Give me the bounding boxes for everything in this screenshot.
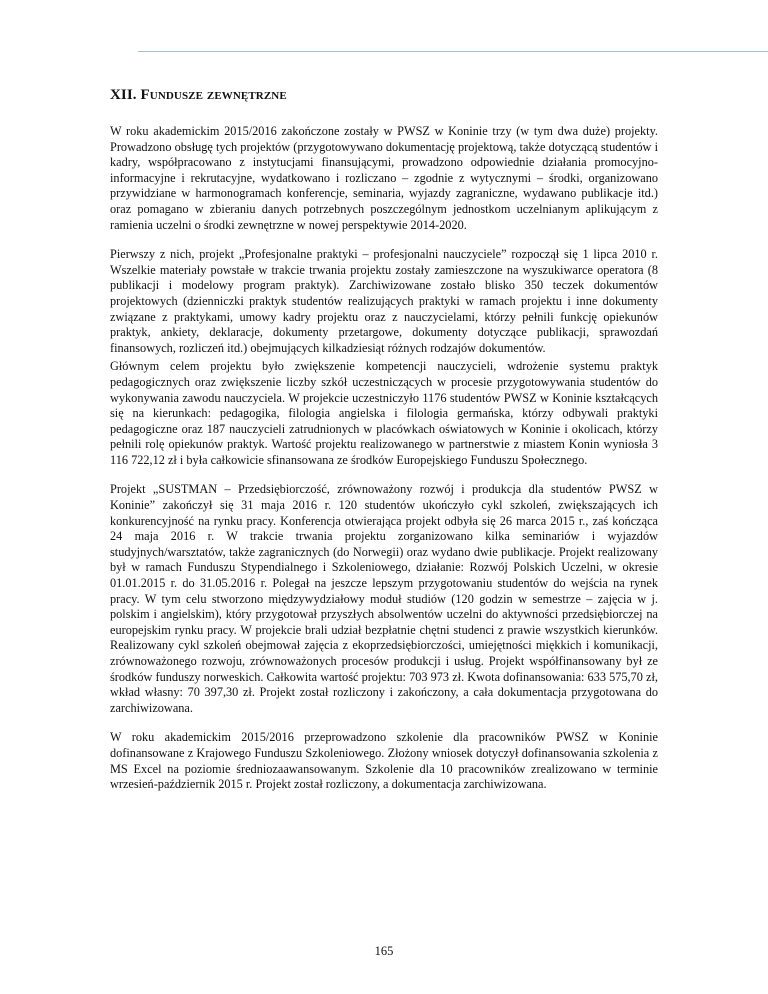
paragraph: W roku akademickim 2015/2016 przeprowadzono szkolenie dla pracowników PWSZ w Koninie dofinansowane z Krajowego Funduszu Szkoleniowego. Złożony wniosek dotyczył dofinansowania szkolenia z MS Excel na poziomie średniozaawansowanym. Szkolenie dla 10 pracowników zrealizowano w terminie wrzesień-październik 2015 r. Projekt został rozliczony, a dokumentacja zarchiwizowana. xyxy=(110,730,658,792)
page-number: 165 xyxy=(374,944,394,958)
section-heading xyxy=(110,87,287,104)
paragraph: Głównym celem projektu było zwiększenie kompetencji nauczycieli, wdrożenie systemu praktyk pedagogicznych oraz zwiększenie liczby szkół uczestniczących w procesie przygotowywania studentów do wykonywania zawodu nauczyciela. W projekcie uczestniczyło 1176 studentów PWSZ w Koninie kształcących się na kierunkach: pedagogika, filologia angielska i filologia germańska, którzy odbywali praktyki pedagogiczne oraz 187 nauczycieli zatrudnionych w placówkach oświatowych w Koninie i okolicach, którzy pełnili rolę opiekunów praktyk. Wartość projektu realizowanego w partnerstwie z miastem Konin wyniosła 3 116 722,12 zł i była całkowicie sfinansowana ze środków Europejskiego Funduszu Społecznego. xyxy=(110,359,658,467)
paragraph: Projekt „SUSTMAN – Przedsiębiorczość, zrównoważony rozwój i produkcja dla studentów PWSZ w Koninie” zakończył się 31 maja 2016 r. 120 studentów ukończyło cykl szkoleń, zwiększających ich konkurencyjność na rynku pracy. Konferencja otwierająca projekt odbyła się 26 marca 2015 r., zaś kończąca 24 maja 2016 r. W trakcie trwania projektu zorganizowano kilka seminariów i wyjazdów studyjnych/warsztatów, także zagranicznych (do Norwegii) oraz wydano dwie publikacje. Projekt realizowany był w ramach Funduszu Stypendialnego i Szkoleniowego, działanie: Rozwój Polskich Uczelni, w okresie 01.01.2015 r. do 31.05.2016 r. Polegał na jeszcze lepszym przygotowaniu studentów do wejścia na rynek pracy. W tym celu stworzono międzywydziałowy moduł studiów (120 godzin w semestrze – zajęcia w j. polskim i angielskim), który przygotował przyszłych absolwentów uczelni do aktywności przedsiębiorczej na europejskim rynku pracy. W projekcie brali udział bezpłatnie chętni studenci z prawie wszystkich kierunków. Realizowany cykl szkoleń obejmował zajęcia z ekoprzedsiębiorczości, umiejętności miękkich i komunikacji, zrównoważonego rozwoju, zrównoważonych procesów produkcji i usług. Projekt współfinansowany był ze środków funduszy norweskich. Całkowita wartość projektu: 703 973 zł. Kwota dofinansowania: 633 575,70 zł, wkład własny: 70 397,30 zł. Projekt został rozliczony i zakończony, a cała dokumentacja przygotowana do zarchiwizowana. xyxy=(110,482,658,715)
header-rule xyxy=(138,51,768,52)
paragraph: Pierwszy z nich, projekt „Profesjonalne praktyki – profesjonalni nauczyciele” rozpoczął się 1 lipca 2010 r. Wszelkie materiały powstałe w trakcie trwania projektu zostały zamieszczone na wyszukiwarce operatora (8 publikacji i modelowy program praktyk). Zarchiwizowane zostało blisko 350 teczek dokumentów projektowych (dzienniczki praktyk studentów realizujących praktyki w ramach projektu i inne dokumenty związane z praktykami, umowy kadry projektu oraz z nauczycielami, którzy pełnili funkcję opiekunów praktyk, ankiety, deklaracje, dokumenty przetargowe, dokumenty dotyczące publikacji, sprawozdań finansowych, rozliczeń itd.) obejmujących kilkadziesiąt różnych rodzajów dokumentów. xyxy=(110,247,658,355)
section-title: Fundusze zewnętrzne xyxy=(140,87,287,103)
body-text xyxy=(110,124,658,793)
section-number: XII. xyxy=(110,87,137,103)
paragraph: W roku akademickim 2015/2016 zakończone zostały w PWSZ w Koninie trzy (w tym dwa duże) projekty. Prowadzono obsługę tych projektów (przygotowywano dokumentację projektową, także dotyczącą studentów i kadry, współpracowano z instytucjami finansującymi, prowadzono odpowiednie działania promocyjno-informacyjne i rekrutacyjne, wydatkowano i rozliczano – zgodnie z wytycznymi – środki, organizowano przywidziane w harmonogramach konferencje, seminaria, wyjazdy zagraniczne, wydawano publikacje itd.) oraz pomagano w zbieraniu danych potrzebnych poszczególnym jednostkom uczelnianym aplikującym z ramienia uczelni o środki zewnętrzne w nowej perspektywie 2014-2020. xyxy=(110,124,658,232)
